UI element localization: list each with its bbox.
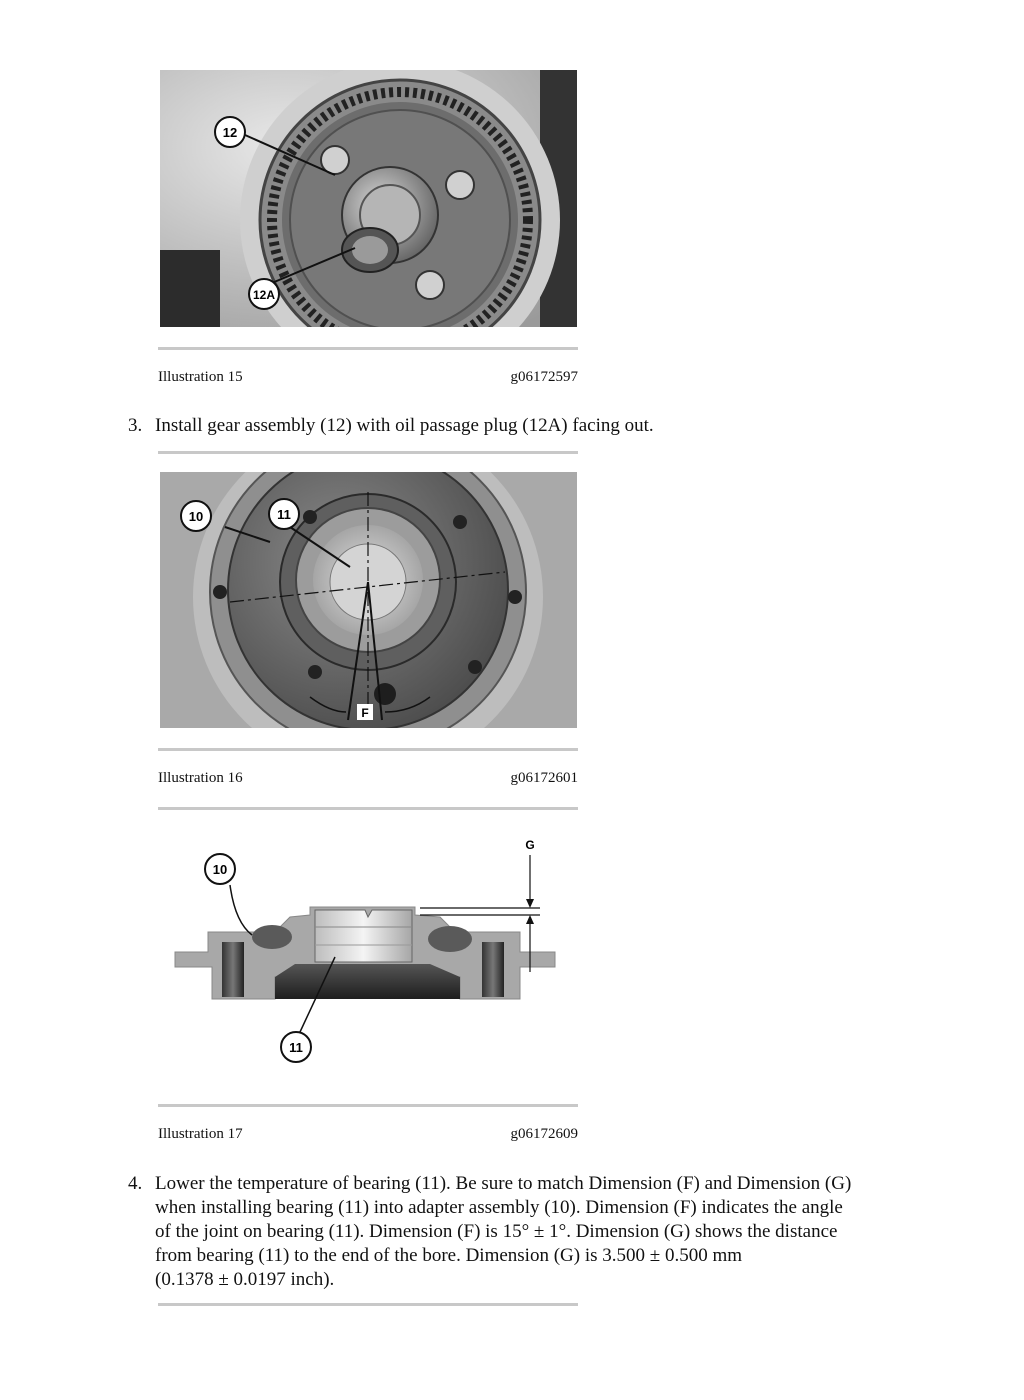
step-text-line: Lower the temperature of bearing (11). Be sure to match Dimension (F) and Dimension (G)	[155, 1173, 852, 1194]
illustration-17-diagram	[160, 827, 577, 1082]
step-text-line: when installing bearing (11) into adapter assembly (10). Dimension (F) indicates the angle	[155, 1197, 843, 1218]
illustration-16-caption	[158, 770, 578, 790]
step-number: 4.	[128, 1173, 143, 1194]
caption-label: Illustration 17	[158, 1126, 243, 1142]
illustration-15-caption	[158, 369, 578, 389]
svg-text:11: 11	[289, 1040, 303, 1055]
illustration-15-photo	[160, 70, 577, 327]
callout-11	[269, 499, 299, 529]
caption-label: Illustration 15	[158, 369, 243, 385]
bearing-cross-section-diagram	[160, 827, 577, 1082]
illustration-16-photo	[160, 472, 577, 728]
caption-rule	[158, 807, 578, 810]
callout-11	[281, 1032, 311, 1062]
callout-10	[181, 501, 211, 531]
caption-code: g06172597	[510, 369, 578, 385]
svg-text:10: 10	[212, 862, 228, 877]
callout-12	[215, 117, 245, 147]
callout-12a	[249, 279, 279, 309]
illustration-17-caption	[158, 1126, 578, 1146]
caption-rule	[158, 1104, 578, 1107]
dimension-f-label	[357, 704, 373, 720]
svg-text:10: 10	[188, 509, 204, 524]
svg-text:12: 12	[222, 125, 238, 140]
caption-label: Illustration 16	[158, 770, 243, 786]
step-text-line: from bearing (11) to the end of the bore. Dimension (G) is 3.500 ± 0.500 mm	[155, 1245, 742, 1266]
svg-text:F: F	[361, 706, 369, 720]
caption-code: g06172609	[510, 1126, 578, 1142]
svg-text:12A: 12A	[252, 288, 276, 302]
caption-code: g06172601	[510, 770, 578, 786]
svg-text:11: 11	[277, 507, 291, 522]
dimension-g-label: G	[525, 838, 535, 852]
section-rule	[158, 1303, 578, 1306]
caption-rule	[158, 347, 578, 350]
step-text-line: of the joint on bearing (11). Dimension (F) is 15° ± 1°. Dimension (G) shows the distance	[155, 1221, 838, 1242]
step-text: Install gear assembly (12) with oil passage plug (12A) facing out.	[155, 415, 654, 436]
step-text	[155, 1172, 925, 1292]
callout-10	[205, 854, 235, 884]
caption-rule	[158, 748, 578, 751]
section-rule	[158, 451, 578, 454]
step-text-line: (0.1378 ± 0.0197 inch).	[155, 1269, 335, 1290]
gear-assembly-photo	[160, 70, 577, 327]
adapter-bearing-photo	[160, 472, 577, 728]
step-number: 3.	[128, 415, 143, 436]
